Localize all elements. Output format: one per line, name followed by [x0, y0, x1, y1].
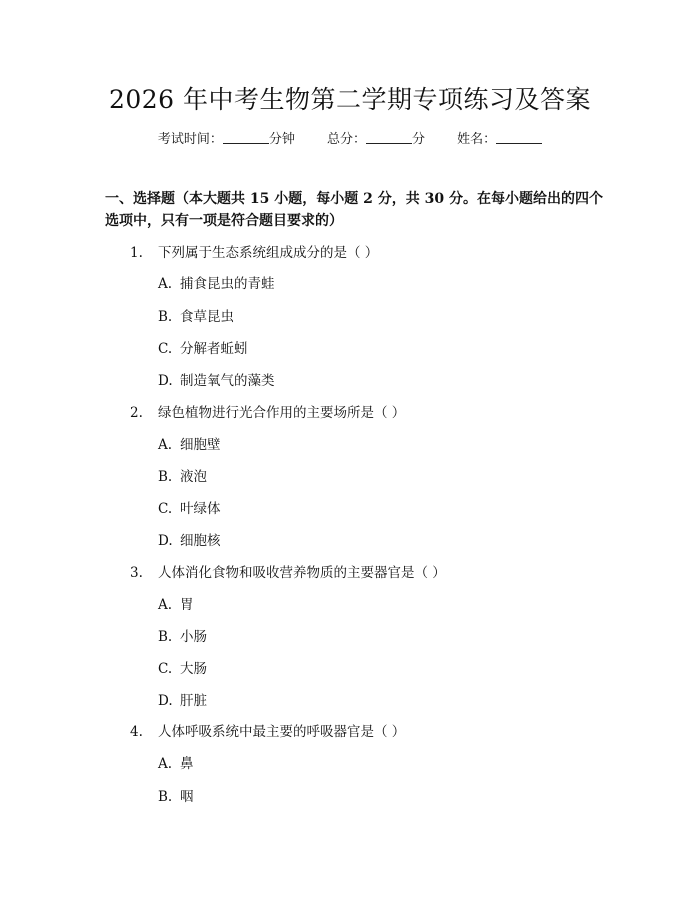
option-2c [158, 499, 221, 519]
option-text: 咽 [180, 789, 194, 805]
option-1c [158, 339, 248, 359]
total-score-field [327, 132, 429, 147]
question-text: 下列属于生态系统组成成分的是（ ） [158, 245, 379, 261]
question-3 [130, 563, 446, 583]
option-1d [158, 371, 275, 391]
option-text: 分解者蚯蚓 [180, 341, 248, 357]
option-letter: B. [158, 469, 173, 485]
option-text: 细胞壁 [180, 437, 221, 453]
exam-time-label: 考试时间： [157, 132, 223, 147]
exam-time-field [158, 132, 299, 147]
option-letter: D. [158, 693, 173, 709]
section-heading: 一、选择题（本大题共 15 小题，每小题 2 分，共 30 分。在每小题给出的四个选项中，只有一项是符合题目要求的） [105, 191, 603, 229]
total-score-label: 总分： [326, 132, 366, 147]
exam-time-blank [223, 131, 269, 144]
option-letter: B. [158, 309, 173, 325]
option-4b [158, 787, 194, 807]
option-text: 食草昆虫 [180, 309, 234, 325]
option-3d [158, 691, 207, 711]
option-letter: D. [158, 533, 173, 549]
option-text: 鼻 [180, 756, 194, 772]
question-number: 1. [130, 245, 143, 261]
student-name-blank [496, 131, 542, 144]
student-name-field [457, 132, 542, 147]
option-3a [158, 595, 194, 615]
option-letter: A. [158, 276, 173, 292]
option-1a [158, 274, 275, 294]
option-2a [158, 435, 221, 455]
option-3b [158, 627, 207, 647]
option-letter: C. [158, 501, 173, 517]
option-letter: B. [158, 789, 173, 805]
option-text: 液泡 [180, 469, 207, 485]
question-2 [130, 403, 405, 423]
option-letter: A. [158, 597, 173, 613]
question-number: 2. [130, 405, 143, 421]
option-letter: B. [158, 629, 173, 645]
option-3c [158, 659, 207, 679]
question-text: 人体呼吸系统中最主要的呼吸器官是（ ） [158, 724, 406, 740]
exam-time-unit: 分钟 [268, 132, 295, 147]
option-2b [158, 467, 207, 487]
question-number: 4. [130, 724, 143, 740]
option-2d [158, 531, 221, 551]
option-text: 大肠 [180, 661, 207, 677]
document-title: 2026 年中考生物第二学期专项练习及答案 [108, 85, 592, 114]
option-letter: C. [158, 661, 173, 677]
option-4a [158, 754, 194, 774]
option-text: 捕食昆虫的青蛙 [180, 276, 275, 292]
option-text: 叶绿体 [180, 501, 221, 517]
option-text: 胃 [180, 597, 194, 613]
option-text: 细胞核 [180, 533, 221, 549]
exam-meta-line [0, 130, 700, 150]
total-score-blank [366, 131, 412, 144]
question-4 [130, 722, 405, 742]
option-letter: C. [158, 341, 173, 357]
option-text: 肝脏 [180, 693, 207, 709]
student-name-label: 姓名： [457, 132, 497, 147]
question-text: 绿色植物进行光合作用的主要场所是（ ） [158, 405, 406, 421]
option-letter: D. [158, 373, 173, 389]
question-number: 3. [130, 565, 143, 581]
option-text: 小肠 [180, 629, 207, 645]
option-letter: A. [158, 437, 173, 453]
question-text: 人体消化食物和吸收营养物质的主要器官是（ ） [158, 565, 446, 581]
option-1b [158, 307, 234, 327]
total-score-unit: 分 [412, 132, 426, 147]
option-text: 制造氧气的藻类 [180, 373, 275, 389]
option-letter: A. [158, 756, 173, 772]
question-1 [130, 243, 378, 263]
